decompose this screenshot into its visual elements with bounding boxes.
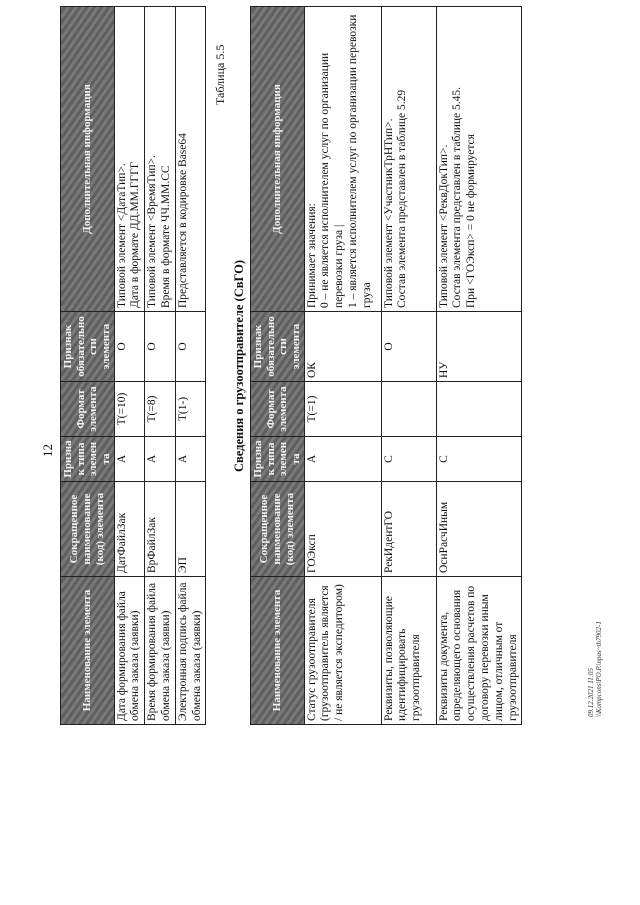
header-element-code: Сокращенное наименование (код) элемента — [61, 482, 115, 577]
info-line: Представляется в кодировке Base64 — [176, 133, 189, 308]
info-line: Дата в формате ДД.ММ.ГГГГ — [129, 161, 142, 308]
cell-name: Реквизиты документа, определяющего основания осуществления расчетов по договору перевозки иным лицом, отличным от грузоотправителя — [436, 577, 522, 725]
table-row — [436, 7, 522, 725]
cell-required: О — [381, 312, 436, 382]
cell-type: А — [145, 437, 176, 482]
cell-info — [304, 7, 381, 312]
info-line: При <ГОЭксп> = 0 не формируется — [465, 134, 478, 308]
cell-code: ЭП — [175, 482, 206, 577]
cell-required: О — [114, 312, 145, 382]
cell-name: Реквизиты, позволяющие идентифицировать грузоотправителя — [381, 577, 436, 725]
info-line: Типовой элемент <ДатаТип>. — [115, 163, 128, 308]
cell-code: ГОЭксп — [304, 482, 381, 577]
header-element-name: Наименование элемента — [251, 577, 305, 725]
page-number: 12 — [40, 444, 55, 457]
cell-format: T(=8) — [145, 382, 176, 437]
header-element-type: Признак типа элемента — [251, 437, 305, 482]
cell-type: С — [381, 437, 436, 482]
cell-code: ВрФайлЗак — [145, 482, 176, 577]
cell-type: С — [436, 437, 522, 482]
header-element-type: Признак типа элемента — [61, 437, 115, 482]
cell-type: А — [114, 437, 145, 482]
cell-type: А — [304, 437, 381, 482]
info-line: 1 – является исполнителем услуг по организации перевозки груза — [346, 14, 373, 308]
table-row — [175, 7, 206, 725]
cell-name: Время формирования файла обмена заказа (заявки) — [145, 577, 176, 725]
table-number-label: Таблица 5.5 — [213, 44, 227, 105]
info-line: Состав элемента представлен в таблице 5.29 — [396, 89, 409, 308]
cell-format — [381, 382, 436, 437]
elements-table-continued — [60, 6, 206, 725]
cell-required: НУ — [436, 312, 522, 382]
cell-format: T(1-) — [175, 382, 206, 437]
info-line: Принимает значения: — [305, 203, 318, 308]
cell-code: ДатФайлЗак — [114, 482, 145, 577]
cell-name: Электронная подпись файла обмена заказа (заявки) — [175, 577, 206, 725]
header-element-required: Признак обязательности элемента — [251, 312, 305, 382]
header-additional-info: Дополнительная информация — [61, 7, 115, 312]
header-additional-info: Дополнительная информация — [251, 7, 305, 312]
info-line: Состав элемента представлен в таблице 5.45. — [451, 86, 464, 308]
info-line: Типовой элемент <ВремяТип>. — [146, 155, 159, 308]
footer-timestamp: 09.12.2021 11:05 — [587, 667, 595, 717]
cell-info — [175, 7, 206, 312]
cell-code: ОснРасчИным — [436, 482, 522, 577]
print-footer — [587, 621, 604, 717]
cell-type: А — [175, 437, 206, 482]
cell-code: РекИдентГО — [381, 482, 436, 577]
info-line: 0 – не является исполнителем услуг по организации перевозки груза | — [319, 52, 346, 308]
header-element-required: Признак обязательности элемента — [61, 312, 115, 382]
footer-path: \\Kompcons\PO.P.\npas~th7902-1 — [595, 621, 604, 717]
cell-required: ОК — [304, 312, 381, 382]
header-element-format: Формат элемента — [61, 382, 115, 437]
shipper-info-table — [250, 6, 522, 725]
cell-info — [381, 7, 436, 312]
table-header-row — [251, 7, 305, 725]
cell-info — [114, 7, 145, 312]
cell-format — [436, 382, 522, 437]
table-row — [114, 7, 145, 725]
header-element-name: Наименование элемента — [61, 577, 115, 725]
table-title: Сведения о грузоотправителе (СвГО) — [232, 259, 246, 473]
cell-required: О — [175, 312, 206, 382]
cell-name: Дата формирования файла обмена заказа (заявки) — [114, 577, 145, 725]
cell-info — [436, 7, 522, 312]
table-header-row — [61, 7, 115, 725]
cell-format: T(=1) — [304, 382, 381, 437]
cell-name: Статус грузоотправителя (грузоотправитель является / не является экспедитором) — [304, 577, 381, 725]
info-line: Типовой элемент <УчастникТрНТип>. — [382, 118, 395, 308]
table-row — [304, 7, 381, 725]
info-line: Типовой элемент <РеквДокТип>. — [437, 144, 450, 308]
header-element-format: Формат элемента — [251, 382, 305, 437]
cell-info — [145, 7, 176, 312]
header-element-code: Сокращенное наименование (код) элемента — [251, 482, 305, 577]
cell-required: О — [145, 312, 176, 382]
table-row — [381, 7, 436, 725]
table-row — [145, 7, 176, 725]
cell-format: T(=10) — [114, 382, 145, 437]
info-line: Время в формате ЧЧ.ММ.СС — [159, 165, 172, 308]
